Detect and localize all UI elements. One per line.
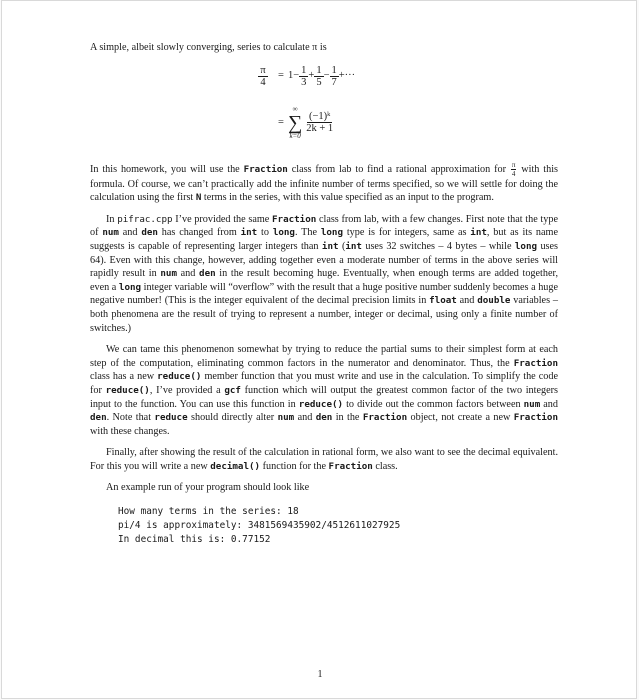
formula-row-2: = ∞ ∑ k=0 $\frac{\text{(−1)ᵏ}}{2k + 1}$ — [278, 104, 334, 140]
document-page — [1, 0, 637, 699]
page-content — [90, 41, 558, 547]
intro-text: A simple, albeit slowly converging, series to calculate π is — [90, 42, 327, 53]
series-formula — [252, 61, 472, 153]
summand-fraction: $\frac{\text{(−1)ᵏ}}{2k + 1}$ — [306, 111, 334, 135]
term-1-5: $\frac{1}{5}$ — [316, 64, 322, 88]
pi-over-4: $\frac{\pi}{4}$ — [260, 64, 266, 88]
term-1-7: $\frac{1}{7}$ — [331, 64, 337, 88]
inline-pi-over-4: $\frac{\pi}{4}$ — [511, 160, 516, 178]
paragraph-4: Finally, after showing the result of the calculation in rational form, we also want to see the decimal equivalent. For this you will write a new decimal() function for the Fraction class. — [90, 447, 558, 472]
formula-row-1: $\frac{\pi}{4}$ = 1 − $\frac{1}{3}$ + $\frac{1}{5}$ − $\frac{1}{7}$ +··· — [260, 64, 356, 88]
paragraph-5: An example run of your program should look like — [106, 482, 310, 494]
paragraph-3: We can tame this phenomenon somewhat by trying to reduce the partial sums to their simplest form at each step of the computation, eliminating common factors in the numerator and denominator. Thus, the Fraction class has a new reduce() member function that you must write and use in the calculation. To simplify the code for reduce(), I’ve provided a gcf function which will output the greatest common factor of the two integers input to the function. You can use this function in reduce() to divide out the common factors between num and den. Note that reduce should directly alter num and den in the Fraction object, not create a new Fraction with these changes. — [90, 344, 558, 437]
paragraph-1: In this homework, you will use the Fraction class from lab to find a rational approximation for $\frac{\pi}{4}$ with this formula. Of course, we can’t practically add the infinite number of terms specified, so we will settle for doing the calculation using the first N terms in the series, with this value specified as an input to the program. — [90, 160, 558, 204]
page-number: 1 — [317, 669, 323, 680]
summation-symbol: ∞ ∑ k=0 — [288, 104, 303, 140]
example-line-2: pi/4 is approximately: 3481569435902/4512611027925 — [118, 520, 401, 532]
example-line-3: In decimal this is: 0.77152 — [118, 534, 271, 546]
paragraph-2: In pifrac.cpp I’ve provided the same Fraction class from lab, with a few changes. First note that the type of num and den has changed from int to long. The long type is for integers, same as int, but as its name suggests is capable of representing larger integers than int (int uses 32 switches – 4 bytes – while long uses 64). Even with this change, however, adding together even a moderate number of terms in the above series will rapidly result in num and den in the result becoming huge. Eventually, when enough terms are added together, even a long integer variable will “overflow” with the result that a huge positive number suddenly becomes a huge negative number! (This is the integer equivalent of the decimal precision limits in float and double variables – both phenomena are the result of trying to represent a number, integer or decimal, using only a finite number of switches.) — [90, 213, 559, 334]
term-1-3: $\frac{1}{3}$ — [301, 64, 307, 88]
example-run-output — [118, 505, 558, 547]
example-line-1: How many terms in the series: 18 — [118, 506, 299, 518]
